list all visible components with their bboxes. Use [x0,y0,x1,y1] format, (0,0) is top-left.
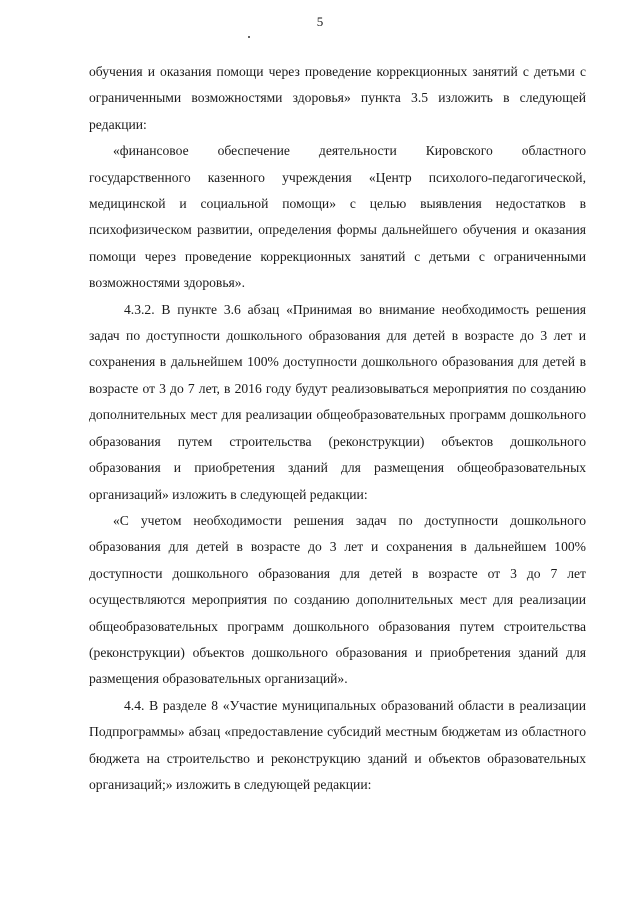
document-body [89,59,586,798]
paragraph-continuation: обучения и оказания помощи через проведение коррекционных занятий с детьми с ограниченными возможностями здоровья» пункта 3.5 изложить в следующей редакции: [89,64,586,132]
scan-speck [248,36,250,38]
paragraph-quote-funding: «финансовое обеспечение деятельности Кировского областного государственного казенного учреждения «Центр психолого-педагогической, медицинской и социальной помощи» с целью выявления недостатков в психофизическом развитии, определения формы дальнейшего обучения и оказания помощи через проведение коррекционных занятий с детьми с ограниченными возможностями здоровья». [89,143,586,291]
paragraph-4-3-2: 4.3.2. В пункте 3.6 абзац «Принимая во внимание необходимость решения задач по доступности дошкольного образования для детей в возрасте до 3 лет и сохранения в дальнейшем 100% доступности дошкольного образования для детей в возрасте от 3 до 7 лет, в 2016 году будут реализовываться мероприятия по созданию дополнительных мест для реализации общеобразовательных программ дошкольного образования путем строительства (реконструкции) объектов дошкольного образования и приобретения зданий для размещения общеобразовательных организаций» изложить в следующей редакции: [89,301,586,502]
paragraph-4-4: 4.4. В разделе 8 «Участие муниципальных образований области в реализации Подпрограммы» абзац «предоставление субсидий местным бюджетам из областного бюджета на строительство и реконструкцию зданий и объектов образовательных организаций;» изложить в следующей редакции: [89,697,586,792]
page-number: 5 [316,14,324,29]
paragraph-quote-preschool: «С учетом необходимости решения задач по доступности дошкольного образования для детей в возрасте до 3 лет и сохранения в дальнейшем 100% доступности дошкольного образования для детей в возрасте от 3 до 7 лет осуществляются мероприятия по созданию дополнительных мест для реализации общеобразовательных программ дошкольного образования путем строительства (реконструкции) объектов дошкольного образования и приобретения зданий для размещения образовательных организаций». [89,512,586,687]
